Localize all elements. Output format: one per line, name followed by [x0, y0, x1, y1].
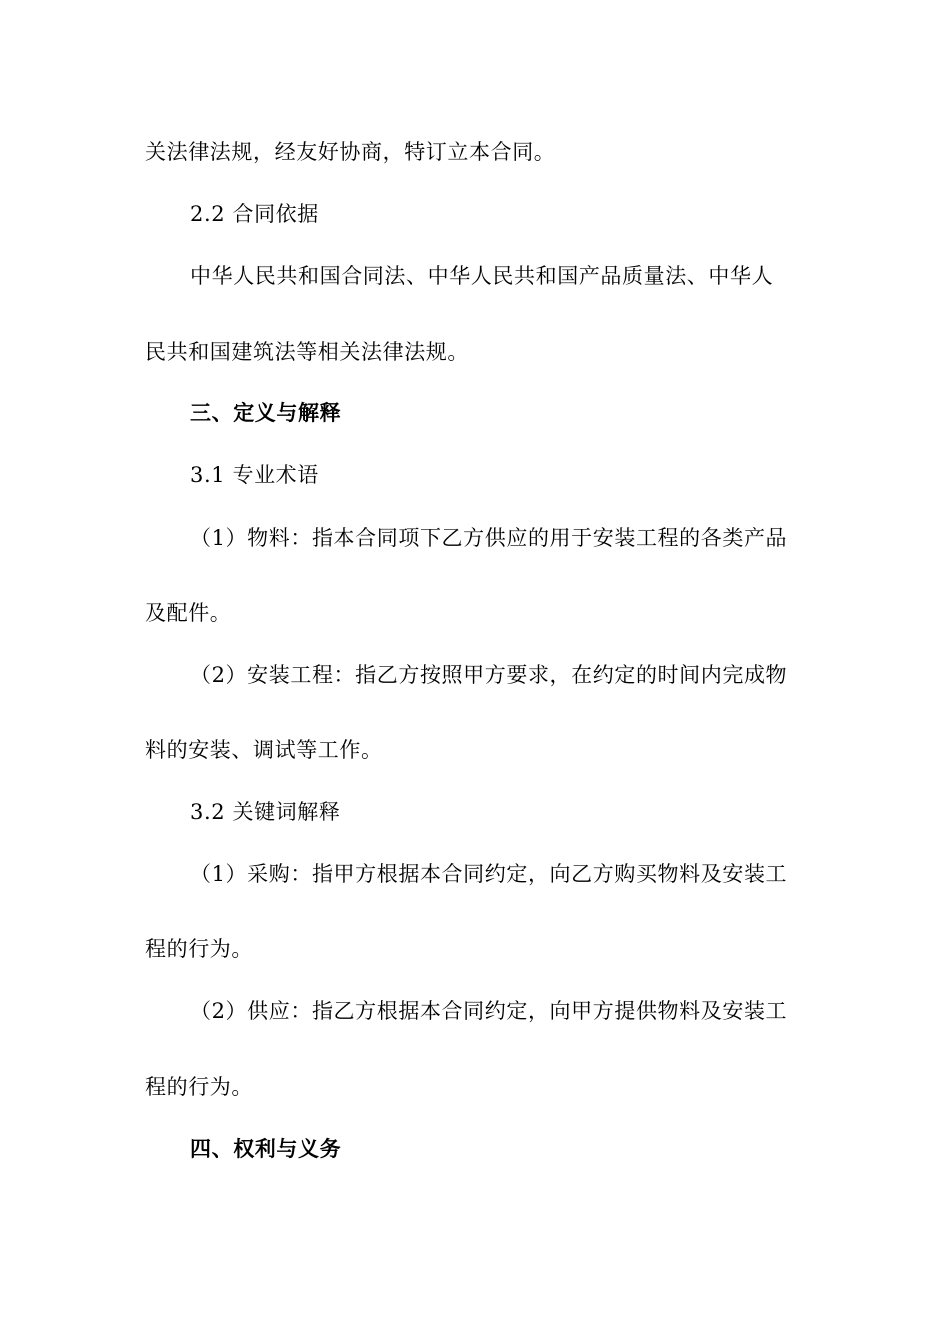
- term-installation-line-1: （2）安装工程：指乙方按照甲方要求，在约定的时间内完成物: [190, 663, 788, 687]
- term-material-line-1: （1）物料：指本合同项下乙方供应的用于安装工程的各类产品: [190, 526, 788, 550]
- term-material-line-2: 及配件。: [145, 601, 232, 625]
- basis-paragraph-line-2: 民共和国建筑法等相关法律法规。: [145, 340, 469, 364]
- section-3-heading: 三、定义与解释: [190, 400, 342, 425]
- keyword-supply-line-1: （2）供应：指乙方根据本合同约定，向甲方提供物料及安装工: [190, 999, 788, 1023]
- keyword-supply-line-2: 程的行为。: [145, 1075, 253, 1099]
- section-3-2-heading: 3.2 关键词解释: [190, 800, 341, 824]
- paragraph-continuation-line: 关法律法规，经友好协商，特订立本合同。: [145, 140, 556, 164]
- term-installation-line-2: 料的安装、调试等工作。: [145, 738, 383, 762]
- keyword-purchase-line-1: （1）采购：指甲方根据本合同约定，向乙方购买物料及安装工: [190, 862, 788, 886]
- section-2-2-heading: 2.2 合同依据: [190, 202, 319, 226]
- basis-paragraph-line-1: 中华人民共和国合同法、中华人民共和国产品质量法、中华人: [190, 264, 774, 288]
- keyword-purchase-line-2: 程的行为。: [145, 937, 253, 961]
- section-4-heading: 四、权利与义务: [190, 1136, 342, 1161]
- section-3-1-heading: 3.1 专业术语: [190, 463, 319, 487]
